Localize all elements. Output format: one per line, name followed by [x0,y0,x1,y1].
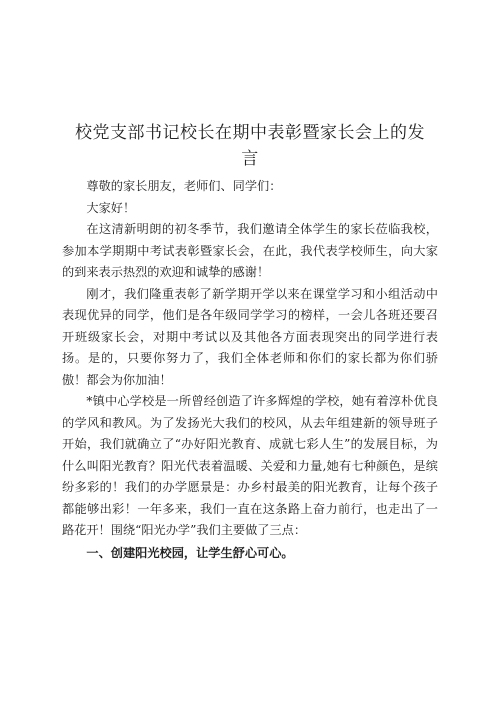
paragraph-welcome: 在这清新明朗的初冬季节，我们邀请全体学生的家长莅临我校，参加本学期期中考试表彰暨家长会，在此，我代表学校师生，向大家的到来表示热烈的欢迎和诚挚的感谢！ [62,222,438,279]
document-title [62,120,438,172]
document-body [62,176,438,564]
title-line-1: 校党支部书记校长在期中表彰暨家长会上的发 [75,123,425,143]
paragraph-school-intro: *镇中心学校是一所曾经创造了许多辉煌的学校，她有着淳朴优良的学风和教风。为了发扬光大我们的校风，从去年组建新的领导班子开始，我们就确立了“办好阳光教育、成就七彩人生”的发展目标，为什么叫阳光教育？阳光代表着温暖、关爱和力量,她有七种颜色，是缤纷多彩的！我们的办学愿景是：办乡村最美的阳光教育，让每个孩子都能够出彩！一年多来，我们一直在这条路上奋力前行，也走出了一路花开！围绕“阳光办学”我们主要做了三点： [62,394,438,537]
title-line-2: 言 [241,149,259,169]
greeting: 大家好！ [86,200,136,215]
paragraph-commendation: 刚才，我们隆重表彰了新学期开学以来在课堂学习和小组活动中表现优异的同学，他们是各年级同学学习的榜样，一会儿各班还要召开班级家长会，对期中考试以及其他各方面表现突出的同学进行表扬。是的，只要你努力了，我们全体老师和你们的家长都为你们骄傲！都会为你加油！ [62,286,438,387]
section-heading: 一、创建阳光校园，让学生舒心可心。 [86,545,294,560]
salutation: 尊敬的家长朋友，老师们、同学们： [86,179,282,193]
